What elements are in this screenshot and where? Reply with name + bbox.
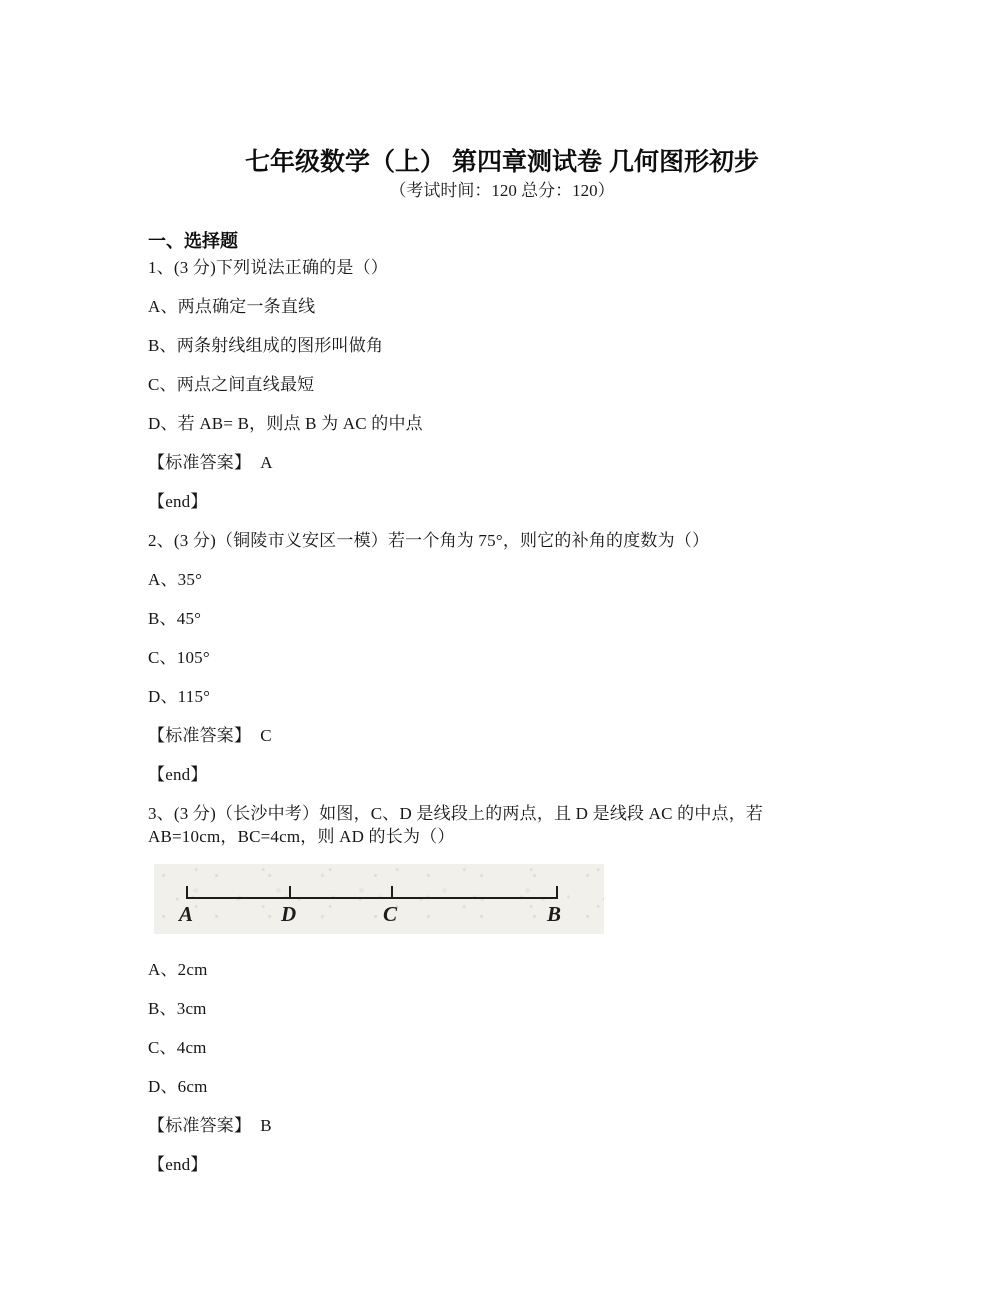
- option-b: B、45°: [148, 609, 202, 628]
- answer-label: 【标准答案】: [148, 1116, 252, 1135]
- point-label-a: A: [179, 902, 194, 926]
- line-segment-figure: [154, 864, 604, 934]
- option-c: C、4cm: [148, 1038, 207, 1057]
- option-d: D、115°: [148, 687, 211, 706]
- question-stem: 1、(3 分)下列说法正确的是（）: [148, 258, 388, 277]
- option-b: B、3cm: [148, 999, 207, 1018]
- answer-value: B: [260, 1116, 272, 1135]
- option-b: B、两条射线组成的图形叫做角: [148, 336, 384, 355]
- option-d: D、6cm: [148, 1077, 208, 1096]
- tick-point-d: [289, 886, 291, 899]
- answer-line: [148, 451, 856, 474]
- segment-line: [186, 897, 558, 899]
- question-2: [148, 529, 856, 786]
- answer-label: 【标准答案】: [148, 453, 252, 472]
- end-marker: 【end】: [148, 492, 208, 511]
- end-marker: 【end】: [148, 1155, 208, 1174]
- tick-point-b: [556, 886, 558, 899]
- answer-line: [148, 1114, 856, 1137]
- option-c: C、两点之间直线最短: [148, 375, 315, 394]
- option-c: C、105°: [148, 648, 210, 667]
- tick-point-c: [391, 886, 393, 899]
- answer-value: A: [260, 453, 273, 472]
- point-label-b: B: [547, 902, 562, 926]
- option-a: A、两点确定一条直线: [148, 297, 316, 316]
- point-label-c: C: [383, 902, 398, 926]
- tick-point-a: [186, 886, 188, 899]
- answer-value: C: [260, 726, 272, 745]
- exam-info-subtitle: （考试时间：120 总分：120）: [389, 181, 615, 200]
- question-1: [148, 256, 856, 513]
- section-heading-choice: 一、选择题: [148, 231, 238, 251]
- answer-line: [148, 724, 856, 747]
- option-a: A、2cm: [148, 960, 208, 979]
- option-a: A、35°: [148, 570, 203, 589]
- question-3: [148, 802, 856, 1176]
- point-label-d: D: [281, 902, 297, 926]
- page-title: 七年级数学（上） 第四章测试卷 几何图形初步: [245, 148, 759, 176]
- question-stem: 2、(3 分)（铜陵市义安区一模）若一个角为 75°，则它的补角的度数为（）: [148, 531, 710, 550]
- answer-label: 【标准答案】: [148, 726, 252, 745]
- question-stem: 3、(3 分)（长沙中考）如图，C、D 是线段上的两点，且 D 是线段 AC 的中点，若 AB=10cm，BC=4cm，则 AD 的长为（）: [148, 804, 764, 846]
- document-content: [148, 146, 856, 1192]
- end-marker: 【end】: [148, 765, 208, 784]
- option-d: D、若 AB= B，则点 B 为 AC 的中点: [148, 414, 423, 433]
